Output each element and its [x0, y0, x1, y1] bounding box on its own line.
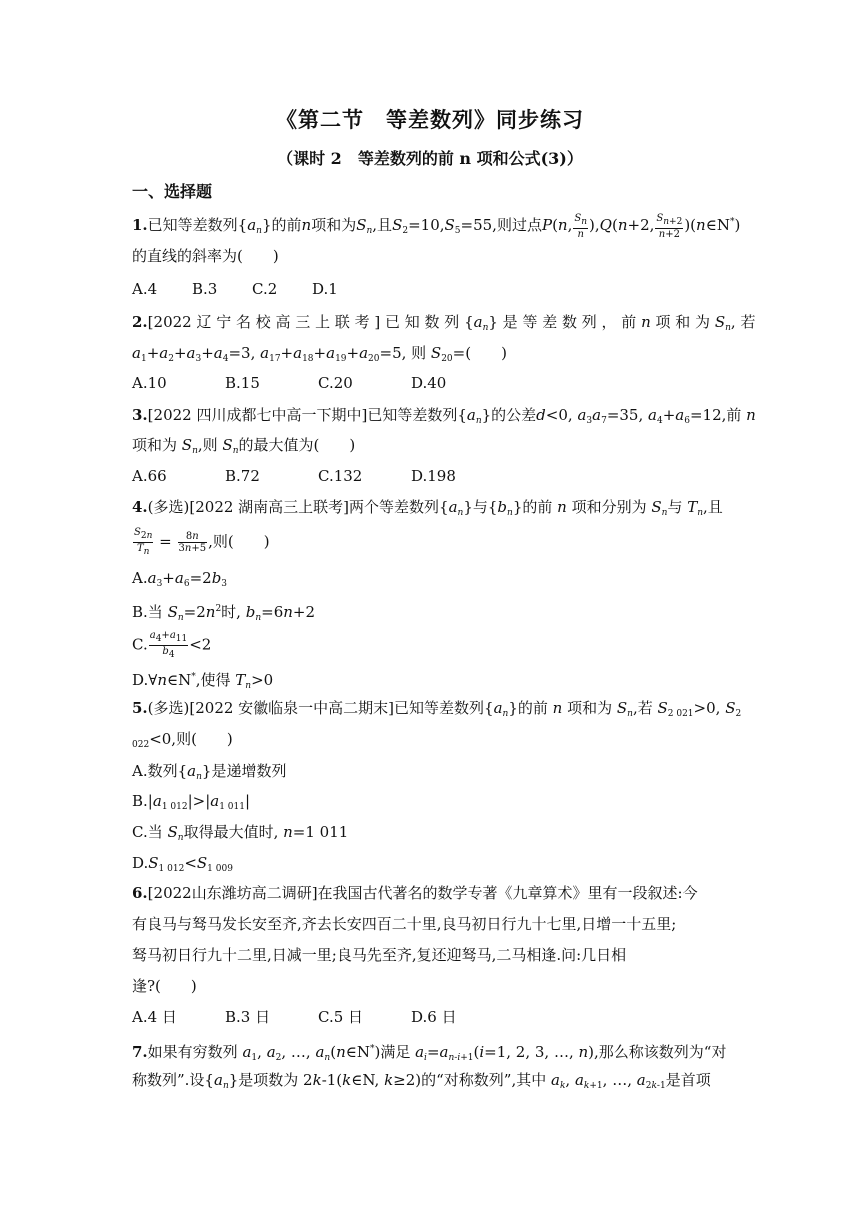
question-3-line-2: 项和为 $S_n$,则 $S_n$的最大值为( )	[132, 436, 356, 456]
option-a: A.4 日	[132, 1008, 177, 1026]
question-4-line-1	[132, 497, 732, 523]
question-1-line-2: 的直线的斜率为( )	[132, 247, 279, 265]
option-b: B.15	[225, 374, 260, 392]
question-3-text: [2022 四川成都七中高一下期中]已知等差数列$\{a_n\}$的公差d<0, $a_3a_7=35$, $a_4+a_6=12$,前 n	[147, 406, 756, 426]
option-d: D.1	[312, 280, 338, 298]
option-c: C.20	[318, 374, 353, 392]
question-4-option-b: B.当 $S_n=2n^2$时, $b_n=6n+2$	[132, 603, 316, 623]
question-4-text: (多选)[2022 湖南高三上联考]两个等差数列$\{a_n\}$与$\{b_n\}$的前 n 项和分别为 $S_n$与 $T_n$,且	[147, 498, 723, 518]
question-number: 5.	[132, 699, 148, 717]
question-5-text: (多选)[2022 安徽临泉一中高二期末]已知等差数列$\{a_n\}$的前 n 项和为 $S_n$,若 $S_{2 021}>0$, $S_2$	[147, 699, 742, 719]
option-a: A.4	[132, 280, 158, 298]
question-6-text: [2022山东潍坊高二调研]在我国古代著名的数学专著《九章算术》里有一段叙述:今	[147, 884, 698, 902]
question-1-line-1	[132, 212, 741, 241]
question-4-line-2: $\frac{S_{2n}}{T_n}$ = $\frac{8n}{3n+5}$ ,则( )	[134, 527, 270, 557]
option-b: B.3	[192, 280, 218, 298]
question-5-line-2: $_{022}$<0,则( )	[132, 730, 233, 750]
page-subtitle: （课时 2 等差数列的前 n 项和公式(3)）	[277, 149, 583, 168]
question-number: 7.	[132, 1043, 148, 1061]
question-3-options	[132, 466, 732, 486]
question-number: 6.	[132, 884, 148, 902]
question-number: 1.	[132, 216, 148, 234]
option-b: B.72	[225, 467, 260, 485]
option-c: C.5 日	[318, 1008, 364, 1026]
option-b: B.3 日	[225, 1008, 271, 1026]
question-3-line-1	[132, 405, 756, 431]
question-2-text: [2022 辽 宁 名 校 高 三 上 联 考 ] 已 知 数 列 $\{a_n\}$ 是 等 差 数 列 ， 前 n 项 和 为 $S_n$, 若	[147, 313, 756, 333]
question-7-text: 如果有穷数列 $a_1$, $a_2$, …, $a_n(n\in N^*)$满足 $a_i=a_{n-i+1}(i=1$, 2, 3, …, n),那么称该数列为“对	[147, 1043, 727, 1063]
question-5-option-d: $D.S_{1 012}<S_{1 009}$	[132, 854, 233, 874]
question-2-line-2: $a_1+a_2+a_3+a_4=3$, $a_{17}+a_{18}+a_{19}+a_{20}=5$, 则 $S_{20}=$( )	[132, 344, 507, 364]
question-7-line-1	[132, 1039, 732, 1068]
page-title: 《第二节 等差数列》同步练习	[276, 107, 584, 132]
question-5-option-a: A.数列$\{a_n\}$是递增数列	[132, 762, 287, 782]
question-6-line-3: 驽马初日行九十二里,日减一里;良马先至齐,复还迎驽马,二马相逢.问:几日相	[132, 946, 627, 964]
question-number: 3.	[132, 406, 148, 424]
question-4-option-c: C. $\frac{a_4+a_{11}}{b_4}$ <2	[132, 630, 212, 660]
question-5-option-b: $B.|a_{1 012}|>|a_{1 011}|$	[132, 792, 251, 812]
question-6-options	[132, 1007, 732, 1027]
section-heading: 一、选择题	[132, 182, 213, 201]
question-2-line-1	[132, 312, 756, 338]
option-d: D.40	[411, 374, 447, 392]
option-d: D.6 日	[411, 1008, 457, 1026]
option-a: A.10	[132, 374, 167, 392]
question-5-option-c: C.当 $S_n$取得最大值时, n=1 011	[132, 823, 349, 843]
question-number: 2.	[132, 313, 148, 331]
question-7-line-2: 称数列”.设$\{a_n\}$是项数为 2k-1(k∈N, k≥2)的“对称数列”,其中 $a_k$, $a_{k+1}$, …, $a_{2k-1}$是首项	[132, 1071, 711, 1091]
question-1-options	[132, 279, 732, 299]
question-6-line-1	[132, 883, 732, 903]
option-c: C.132	[318, 467, 363, 485]
question-6-line-2: 有良马与驽马发长安至齐,齐去长安四百二十里,良马初日行九十七里,日增一十五里;	[132, 915, 677, 933]
question-5-line-1	[132, 698, 742, 724]
question-4-option-d: D.∀n∈N*,使得 $T_n>0$	[132, 671, 274, 691]
option-a: A.66	[132, 467, 167, 485]
option-d: D.198	[411, 467, 456, 485]
question-4-option-a: $A.a_3+a_6=2b_3$	[132, 569, 228, 589]
question-1-text: 已知等差数列$\{a_n\}$的前n项和为$S_n$,且$S_2=10,S_5=55$,则过点P(n, $\frac{S_n}{n}$ ),Q(n+2, $\frac{S_{n+2}}{n+2}$ )(n∈N*)	[147, 212, 741, 240]
question-6-line-4: 逢?( )	[132, 977, 197, 995]
option-c: C.2	[252, 280, 278, 298]
question-number: 4.	[132, 498, 148, 516]
question-2-options	[132, 373, 732, 393]
